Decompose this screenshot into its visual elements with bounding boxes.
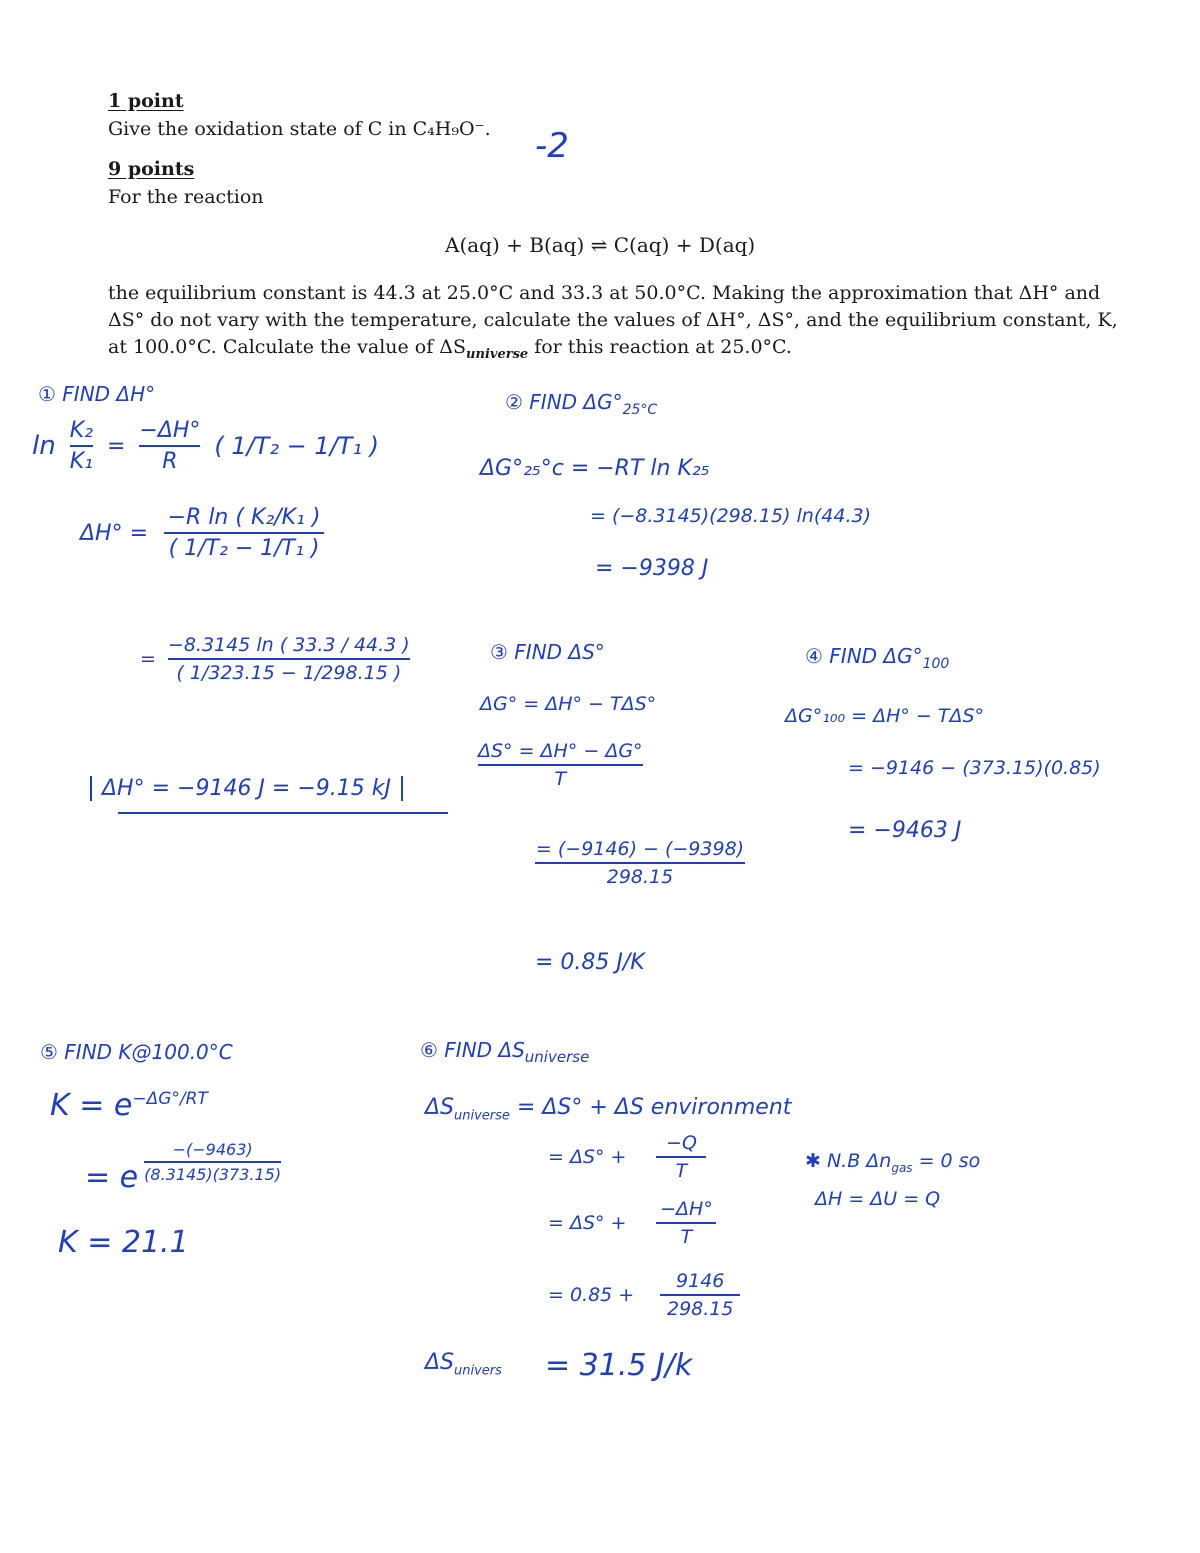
step1-dh-substitution: = $\frac{-8.3145 \ln ( 33.3 / 44.3 )}{( 1/323.15 - 1/298.15 )}$ (140, 634, 410, 684)
step5-title: ⑤ FIND K@100.0°C (40, 1040, 233, 1064)
step4-result: = −9463 J (848, 818, 962, 843)
step2-result: = −9398 J (595, 556, 709, 581)
step6-note-ngas: ✱ N.B $\Delta n_{gas} = 0$ so (805, 1150, 981, 1175)
step2-line1: ΔG°₂₅°c = −RT ln K₂₅ (480, 456, 710, 481)
step6-result-label: $\Delta S_{univers}$ (425, 1350, 502, 1379)
reaction-equation: A(aq) + B(aq) ⇌ C(aq) + D(aq) (445, 233, 756, 257)
step5-line1: $K = e^{-\Delta G^\circ/RT}$ (50, 1088, 208, 1123)
step1-title: ① FIND ΔH° (38, 382, 156, 406)
step3-title: ③ FIND ΔS° (490, 640, 605, 664)
step2-line2: = (−8.3145)(298.15) ln(44.3) (590, 505, 871, 527)
q2-body: the equilibrium constant is 44.3 at 25.0°C and 33.3 at 50.0°C. Making the approximation that ΔH° and ΔS° do not vary with the temperature, calculate the values of ΔH°, ΔS°, and the equilibrium constant, K, at 100.0°C. Calculate the value of $\Delta S_{universe}$ for this reaction at 25.0°C. (108, 282, 1118, 362)
step6-line3: = ΔS° + $\frac{-\Delta H^\circ}{T}$ (548, 1198, 716, 1248)
step1-vant-hoff-equation: ln $\frac{\text{K₂}}{\text{K₁}}$ = $\frac{-\Delta H^\circ}{R}$ ( 1/T₂ − 1/T₁ ) (32, 418, 380, 474)
step6-line1: $\Delta S_{universe} = \Delta S^\circ + \Delta S$ environment (425, 1095, 792, 1124)
step6-title: ⑥ FIND $\Delta S_{universe}$ (420, 1038, 590, 1066)
step4-line2: = −9146 − (373.15)(0.85) (848, 757, 1101, 779)
q1-answer: -2 (535, 126, 569, 166)
step5-result: K = 21.1 (58, 1225, 189, 1260)
step6-line4: = 0.85 + $\frac{9146}{298.15}$ (548, 1270, 740, 1320)
step3-result: = 0.85 J/K (535, 950, 645, 975)
step6-line2: = ΔS° + $\frac{-Q}{T}$ (548, 1132, 706, 1182)
q2-heading: 9 points (108, 158, 195, 180)
step1-result: ΔH° = −9146 J = −9.15 kJ (90, 776, 403, 801)
step1-dh-expression: ΔH° = $\frac{\text{−R ln ( K₂/K₁ )}}{\text{( 1/T₂ − 1/T₁ )}}$ (80, 505, 324, 561)
q1-heading: 1 point (108, 90, 184, 112)
step3-ds-formula: $\frac{\Delta S^\circ = \Delta H^\circ - \Delta G^\circ}{T}$ (478, 740, 643, 790)
step3-substitution: $\frac{= (-9146) - (-9398)}{298.15}$ (535, 838, 745, 888)
step6-result: = 31.5 J/k (545, 1348, 693, 1383)
step4-line1: ΔG°₁₀₀ = ΔH° − TΔS° (785, 705, 985, 727)
step4-title: ④ FIND $\Delta G^\circ_{100}$ (805, 644, 950, 672)
step2-title: ② FIND $\Delta G^\circ_{25^\circ C}$ (505, 390, 658, 418)
step3-line1: ΔG° = ΔH° − TΔS° (480, 693, 657, 715)
q1-prompt: Give the oxidation state of C in C₄H₉O⁻. (108, 118, 491, 140)
q2-intro: For the reaction (108, 186, 264, 208)
step5-line2: = e $\frac{-(-9463)}{(8.3145)(373.15)}$ (85, 1140, 282, 1195)
step6-note-dh: ΔH = ΔU = Q (815, 1188, 941, 1210)
